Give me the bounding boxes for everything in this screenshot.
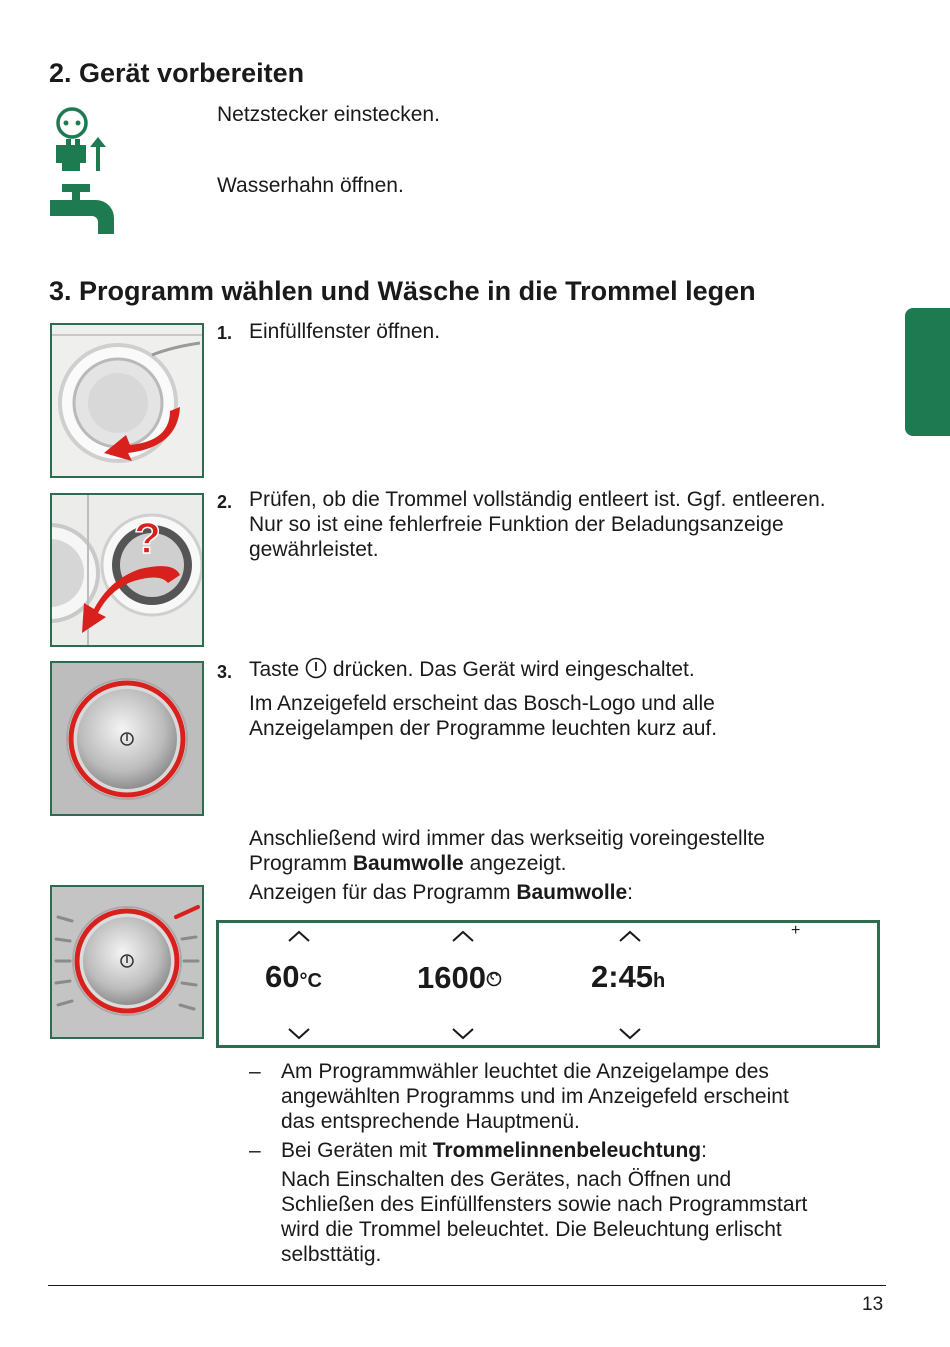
step-2-text bbox=[249, 487, 826, 562]
temperature-value: 60°C bbox=[265, 959, 322, 994]
step-2-line-2: Nur so ist eine fehlerfreie Funktion der Beladungsanzeige bbox=[249, 513, 784, 536]
power-knob-illustration bbox=[50, 661, 204, 816]
display-panel bbox=[216, 920, 880, 1048]
svg-text:?: ? bbox=[134, 514, 161, 563]
spin-up-icon[interactable] bbox=[451, 929, 475, 948]
step-3-number: 3. bbox=[217, 662, 233, 682]
step-plug-text: Netzstecker einstecken. bbox=[217, 103, 440, 126]
section-2-title: 2. Gerät vorbereiten bbox=[49, 58, 305, 88]
page-number: 13 bbox=[862, 1294, 884, 1315]
temperature-unit: °C bbox=[299, 970, 322, 992]
program-knob-illustration bbox=[50, 885, 204, 1039]
bullet-2-text: Bei Geräten mit Trommelinnenbeleuchtung: Nach Einschalten des Gerätes, nach Öffnen und Schließen des Einfüllfensters sowie nach Programmstart wird die Trommel beleuchtet. Die Beleuchtung erlischt selbsttätig. bbox=[281, 1139, 808, 1266]
check-drum-illustration bbox=[50, 493, 204, 647]
open-door-illustration bbox=[50, 323, 204, 478]
power-button-icon bbox=[305, 657, 327, 685]
spin-icon bbox=[486, 959, 502, 995]
step-1-number: 1. bbox=[217, 323, 233, 343]
spin-value: 1600 bbox=[417, 959, 502, 996]
step-3-line-2: Im Anzeigefeld erscheint das Bosch-Logo und alle bbox=[249, 692, 715, 715]
time-down-icon[interactable] bbox=[618, 1027, 642, 1046]
step-tap-text: Wasserhahn öffnen. bbox=[217, 174, 404, 197]
temperature-down-icon[interactable] bbox=[287, 1027, 311, 1046]
temperature-up-icon[interactable] bbox=[287, 929, 311, 948]
step-2-line-3: gewährleistet. bbox=[249, 538, 379, 561]
step-1-text: Einfüllfenster öffnen. bbox=[249, 320, 441, 343]
power-plug-icon bbox=[50, 105, 110, 175]
footer-divider bbox=[48, 1285, 886, 1286]
spin-down-icon[interactable] bbox=[451, 1027, 475, 1046]
step-2-number: 2. bbox=[217, 492, 233, 512]
bullet-2-dash: – bbox=[249, 1139, 261, 1162]
step-2-line-1: Prüfen, ob die Trommel vollständig entleert ist. Ggf. entleeren. bbox=[249, 488, 826, 511]
bullet-1-text: Am Programmwähler leuchtet die Anzeigelampe des angewählten Programms und im Anzeigefeld erscheint das entsprechende Hauptmenü. bbox=[281, 1060, 789, 1133]
time-value: 2:45h bbox=[591, 959, 666, 994]
plus-label: + bbox=[791, 922, 801, 939]
bullet-1-dash: – bbox=[249, 1060, 261, 1083]
step-3-text: Taste drücken. Das Gerät wird eingeschaltet. Im Anzeigefeld erscheint das Bosch-Logo und alle Anzeigelampen der Programme leuchten kurz auf. bbox=[249, 658, 718, 740]
chapter-tab bbox=[905, 308, 950, 436]
water-tap-icon bbox=[50, 182, 116, 238]
time-up-icon[interactable] bbox=[618, 929, 642, 948]
after-text: Anschließend wird immer das werkseitig voreingestellte Programm Baumwolle angezeigt. Anzeigen für das Programm Baumwolle: bbox=[249, 827, 765, 904]
section-3-title: 3. Programm wählen und Wäsche in die Trommel legen bbox=[49, 276, 756, 306]
step-3-line-3: Anzeigelampen der Programme leuchten kurz auf. bbox=[249, 717, 718, 740]
time-unit: h bbox=[653, 970, 666, 992]
